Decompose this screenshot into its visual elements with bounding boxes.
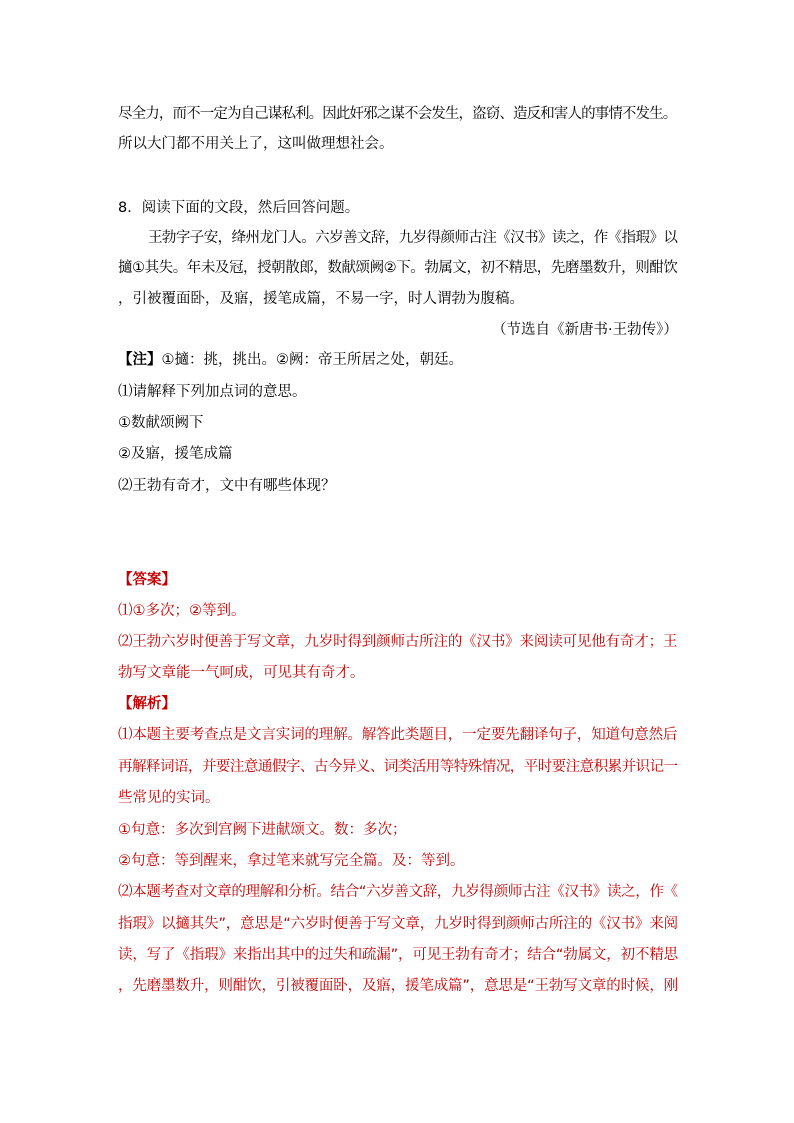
analysis-line-9: ，先磨墨数升，则酣饮，引被覆面卧，及寤，援笔成篇”，意思是“王勃写文章的时候，刚 xyxy=(118,978,679,994)
analysis-line-5: ②句意：等到醒来，拿过笔来就写完全篇。及：等到。 xyxy=(118,853,465,869)
analysis-line-8: 读，写了《指瑕》来指出其中的过失和疏漏”，可见王勃有奇才；结合“勃属文，初不精思 xyxy=(118,947,679,963)
intro-line-1: 尽全力，而不一定为自己谋私利。因此奸邪之谋不会发生，盗窃、造反和害人的事情不发生。 xyxy=(118,106,677,122)
answer-line-1: ⑴①多次；②等到。 xyxy=(118,603,246,619)
analysis-line-7: 指瑕》以擿其失”，意思是“六岁时便善于写文章，九岁时得到颜师古所注的《汉书》来阅 xyxy=(118,916,679,932)
subquestion-1-item-1: ①数献颂阙下 xyxy=(118,415,204,431)
answer-label: 【答案】 xyxy=(118,572,176,588)
answer-line-3: 勃写文章能一气呵成，可见其有奇才。 xyxy=(118,665,365,681)
analysis-label: 【解析】 xyxy=(118,696,176,712)
note-line xyxy=(118,350,463,370)
question-heading: 8．阅读下面的文段，然后回答问题。 xyxy=(118,200,360,216)
passage-line-3: ，引被覆面卧，及寤，援笔成篇，不易一字，时人谓勃为腹稿。 xyxy=(118,291,524,307)
analysis-line-6: ⑵本题考查对文章的理解和分析。结合“六岁善文辞，九岁得颜师古注《汉书》读之，作《 xyxy=(118,884,678,900)
analysis-line-4: ①句意：多次到宫阙下进献颂文。数：多次； xyxy=(118,822,407,838)
analysis-line-3: 些常见的实词。 xyxy=(118,790,220,806)
intro-line-2: 所以大门都不用关上了，这叫做理想社会。 xyxy=(118,136,394,152)
subquestion-1: ⑴请解释下列加点词的意思。 xyxy=(118,384,307,400)
note-label: 【注】 xyxy=(118,352,162,368)
analysis-line-1: ⑴本题主要考查点是文言实词的理解。解答此类题目，一定要先翻译句子，知道句意然后 xyxy=(118,727,678,743)
note-text: ①擿：挑，挑出。②阙：帝王所居之处，朝廷。 xyxy=(161,352,463,368)
analysis-line-2: 再解释词语，并要注意通假字、古今异义、词类活用等特殊情况，平时要注意积累并识记一 xyxy=(118,759,678,775)
passage-source: （节选自《新唐书·王勃传》） xyxy=(492,322,678,338)
passage-line-2: 擿①其失。年未及冠，授朝散郎，数献颂阙②下。勃属文，初不精思，先磨墨数升，则酣饮 xyxy=(118,260,678,276)
answer-line-2: ⑵王勃六岁时便善于写文章，九岁时得到颜师古所注的《汉书》来阅读可见他有奇才；王 xyxy=(118,634,678,650)
subquestion-1-item-2: ②及寤，援笔成篇 xyxy=(118,446,233,462)
passage-line-1: 王勃字子安，绛州龙门人。六岁善文辞，九岁得颜师古注《汉书》读之，作《指瑕》以 xyxy=(148,230,678,246)
subquestion-2: ⑵王勃有奇才，文中有哪些体现？ xyxy=(118,478,336,494)
